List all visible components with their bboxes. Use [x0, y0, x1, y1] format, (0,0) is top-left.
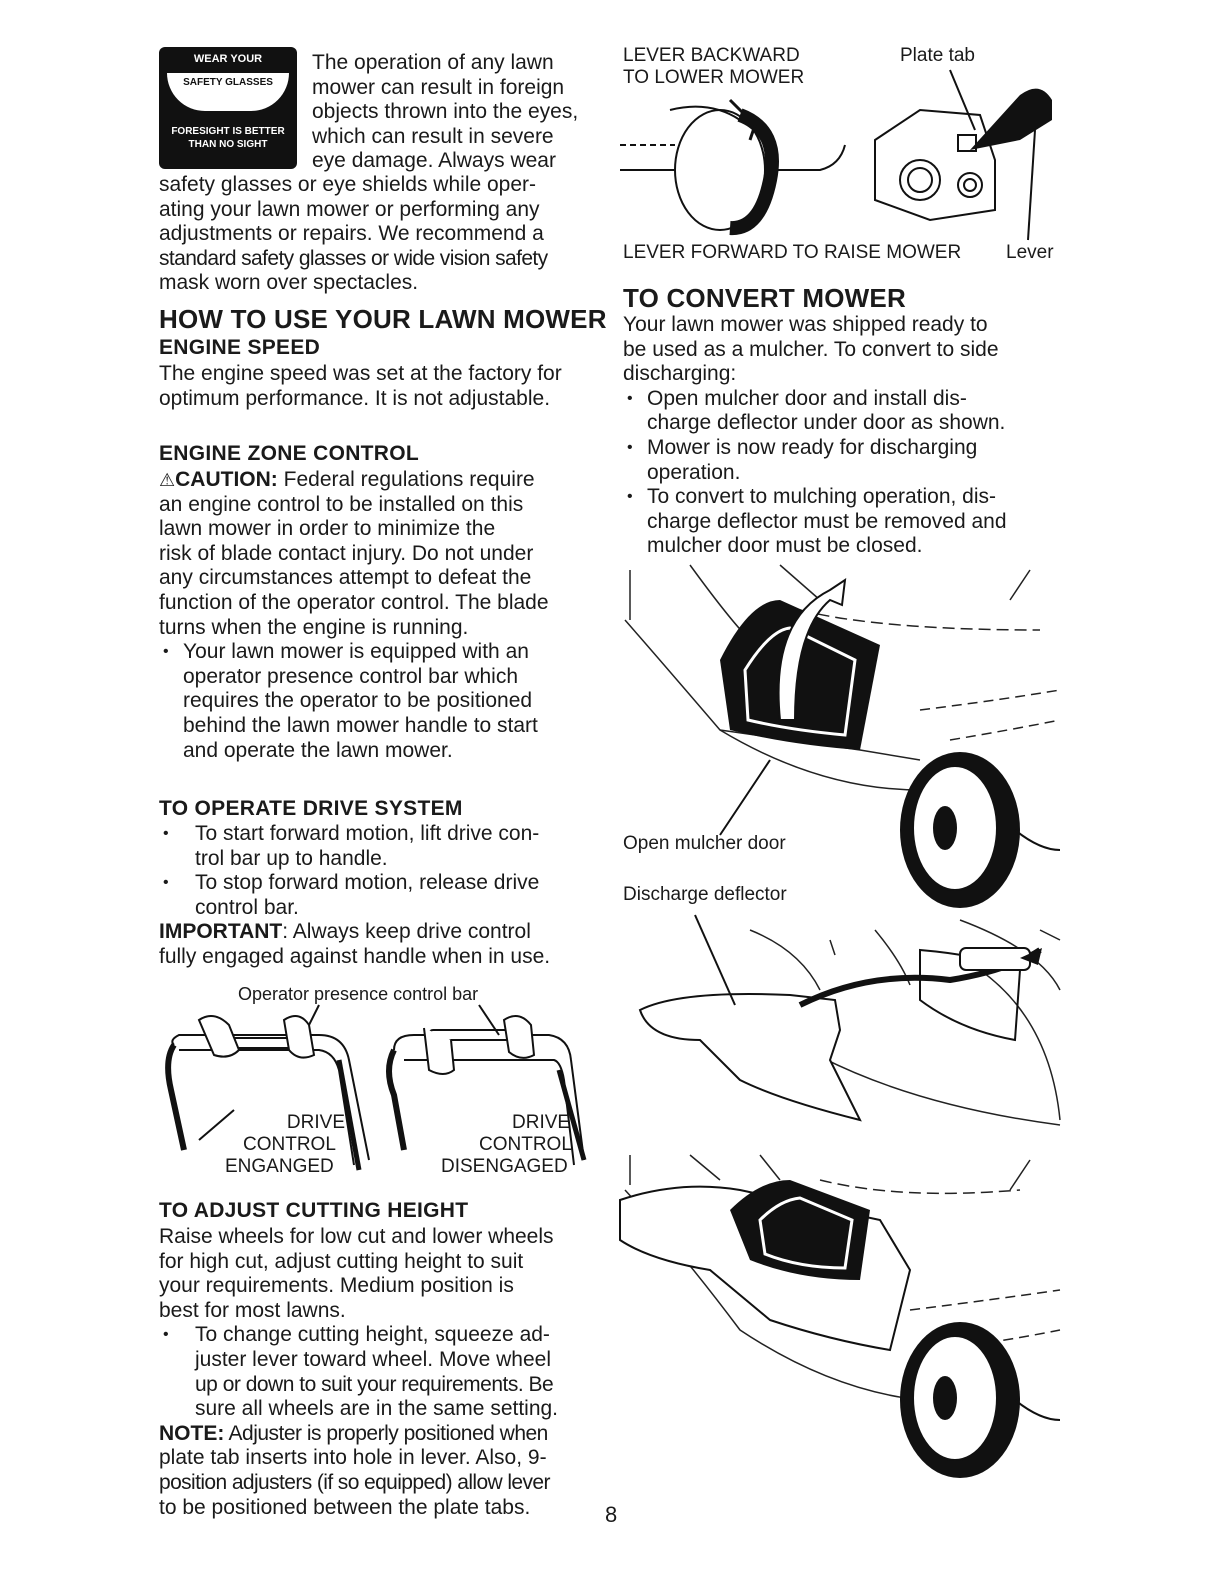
disengaged-label-3: DISENGAGED	[441, 1156, 568, 1177]
list-item	[159, 871, 599, 920]
important-line	[159, 920, 599, 945]
note-line	[159, 1422, 599, 1447]
text-line: • To convert to mulching operation, dis-	[647, 485, 997, 509]
operator-bar-label: Operator presence control bar	[238, 984, 479, 1004]
engine-speed-text	[159, 362, 599, 411]
deflector-installed-figure	[620, 1150, 1060, 1480]
safety-intro	[312, 51, 597, 174]
text-line: an engine control to be installed on this	[159, 492, 524, 516]
text-line: sure all wheels are in the same setting.	[195, 1397, 559, 1421]
badge-line-1: WEAR YOUR	[193, 53, 263, 65]
cutting-title: TO ADJUST CUTTING HEIGHT	[159, 1199, 469, 1222]
text-line: best for most lawns.	[159, 1298, 346, 1322]
text-line: Raise wheels for low cut and lower wheels	[159, 1225, 554, 1248]
text-line: position adjusters (if so equipped) allow lever	[159, 1470, 550, 1494]
text-line: lawn mower in order to minimize the	[159, 517, 496, 541]
text-line: discharging:	[623, 362, 737, 386]
text-line: DRIVE	[286, 1112, 345, 1133]
text-line: for high cut, adjust cutting height to suit	[159, 1249, 524, 1273]
cutting-text	[159, 1225, 599, 1520]
text-line: function of the operator control. The blade	[159, 590, 549, 614]
convert-title: TO CONVERT MOWER	[623, 283, 906, 313]
text-line: mask worn over spectacles.	[159, 271, 419, 295]
text-line: operator presence control bar which	[183, 664, 519, 688]
caution-label: CAUTION:	[175, 468, 278, 491]
text-line: ating your lawn mower or performing any	[159, 197, 540, 221]
text-line: Your lawn mower was shipped ready to	[623, 313, 988, 336]
howto-title: HOW TO USE YOUR LAWN MOWER	[159, 304, 607, 334]
text-line: turns when the engine is running.	[159, 615, 469, 639]
text-line: control bar.	[195, 895, 299, 919]
text-line: up or down to suit your requirements. Be	[195, 1372, 554, 1396]
engine-zone-text	[159, 468, 599, 763]
text-line: and operate the lawn mower.	[183, 738, 453, 762]
caution-icon: ⚠	[159, 470, 176, 490]
text-line: charge deflector under door as shown.	[647, 411, 1006, 435]
height-adjuster-figure	[620, 70, 1060, 240]
text-line: mulcher door must be closed.	[647, 534, 923, 558]
text-line: • To start forward motion, lift drive con-	[195, 822, 540, 845]
text-line: risk of blade contact injury. Do not under	[159, 541, 534, 565]
text-line: • Your lawn mower is equipped with an	[183, 640, 529, 664]
text-line: your requirements. Medium position is	[159, 1274, 514, 1298]
text-line: trol bar up to handle.	[195, 846, 388, 870]
text-line: operation.	[647, 460, 741, 484]
text-line: juster lever toward wheel. Move wheel	[195, 1347, 551, 1371]
text-line: which can result in severe	[312, 124, 554, 148]
text-line: Adjuster is properly positioned when	[224, 1421, 548, 1445]
text-line: • Open mulcher door and install dis-	[647, 386, 967, 410]
deflector-install-figure	[620, 910, 1060, 1130]
disengaged-label-2: CONTROL	[479, 1134, 572, 1155]
text-line: eye damage. Always wear	[312, 149, 556, 173]
page-number: 8	[605, 1502, 618, 1527]
lever-label: Lever	[1006, 242, 1054, 263]
note-label: NOTE:	[159, 1421, 225, 1445]
convert-text	[623, 313, 1063, 559]
safety-glasses-badge	[159, 47, 297, 169]
list-item	[159, 822, 599, 871]
text-line: • Mower is now ready for discharging	[647, 435, 978, 459]
caution-line	[159, 468, 599, 493]
list-item	[623, 485, 1063, 559]
text-line: • To stop forward motion, release drive	[195, 871, 540, 895]
text-line: requires the operator to be positioned	[183, 689, 533, 713]
text-line: plate tab inserts into hole in lever. Also, 9-	[159, 1446, 547, 1470]
badge-line-3: FORESIGHT IS BETTER	[171, 126, 285, 137]
text-line: mower can result in foreign	[312, 75, 565, 99]
text-line: be used as a mulcher. To convert to side	[623, 337, 999, 361]
open-door-label: Open mulcher door	[623, 833, 786, 854]
text-line: The operation of any lawn	[312, 51, 554, 74]
text-line: adjustments or repairs. We recommend a	[159, 222, 544, 246]
text-line: : Always keep drive control	[282, 920, 531, 944]
text-line: standard safety glasses or wide vision safety	[159, 246, 548, 270]
engaged-label-2: CONTROL	[243, 1134, 336, 1155]
text-line: charge deflector must be removed and	[647, 509, 1007, 533]
engaged-label	[255, 1112, 345, 1134]
text-line: TO LOWER MOWER	[623, 67, 805, 88]
drive-title: TO OPERATE DRIVE SYSTEM	[159, 797, 463, 820]
text-line: • To change cutting height, squeeze ad-	[195, 1323, 550, 1347]
text-line: fully engaged against handle when in use.	[159, 944, 551, 968]
list-item	[159, 640, 599, 763]
list-item	[623, 387, 1063, 436]
text-line: Federal regulations require	[283, 468, 535, 491]
disengaged-label: DRIVE	[512, 1112, 571, 1133]
mulcher-door-figure	[620, 560, 1060, 910]
badge-line-2: SAFETY GLASSES	[167, 73, 289, 111]
text-line: behind the lawn mower handle to start	[183, 713, 538, 737]
text-line: safety glasses or eye shields while oper-	[159, 173, 537, 196]
engine-zone-title: ENGINE ZONE CONTROL	[159, 442, 420, 465]
important-label: IMPORTANT	[159, 920, 283, 944]
deflector-label: Discharge deflector	[623, 884, 787, 905]
text-line: objects thrown into the eyes,	[312, 100, 579, 124]
engine-speed-title: ENGINE SPEED	[159, 336, 321, 359]
safety-rest	[159, 173, 599, 296]
text-line: any circumstances attempt to defeat the	[159, 566, 532, 590]
text-line: optimum performance. It is not adjustable.	[159, 386, 551, 410]
text-line: LEVER BACKWARD	[623, 45, 800, 66]
engaged-label-3: ENGANGED	[225, 1156, 334, 1177]
text-line: to be positioned between the plate tabs.	[159, 1495, 531, 1519]
drive-text	[159, 822, 599, 970]
list-item	[623, 436, 1063, 485]
list-item	[159, 1323, 599, 1421]
plate-tab-label: Plate tab	[900, 45, 975, 66]
text-line: The engine speed was set at the factory for	[159, 362, 562, 385]
badge-line-4: THAN NO SIGHT	[188, 139, 268, 150]
lever-forward-label: LEVER FORWARD TO RAISE MOWER	[623, 242, 962, 263]
